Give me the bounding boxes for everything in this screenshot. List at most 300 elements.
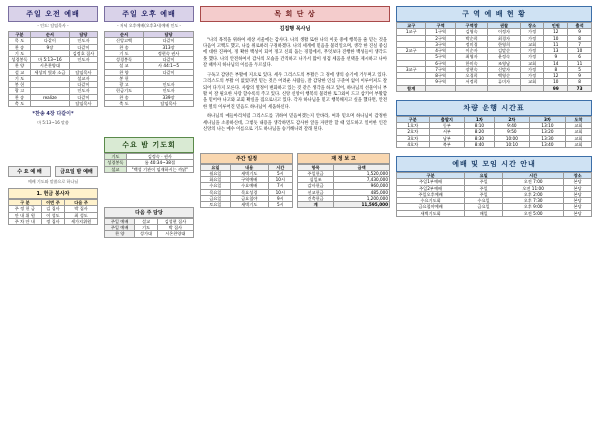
finance-report-title: 재 정 보 고 <box>297 153 390 164</box>
sunday-afternoon-subtitle: - 저녁 오후예배(오후3시)예배 인도 - <box>117 23 181 28</box>
sched-head-time: 시간 <box>268 164 292 170</box>
prayer-value: 롬 40:34~38절 <box>126 160 193 166</box>
order-content: 세상의 빛과 소금 <box>30 69 69 75</box>
dist-head-place: 장소 <box>520 23 544 29</box>
column-sunday-afternoon <box>104 6 194 238</box>
sched-cell: 금요일 <box>201 195 231 201</box>
order-content: 9장 <box>30 44 69 50</box>
table-row <box>201 177 293 183</box>
order-person: 313장 <box>144 44 194 50</box>
bus-head: 구분 <box>397 116 430 122</box>
dist-cell: 5구역 <box>426 54 455 60</box>
bus-cell: 9:50 <box>494 129 530 135</box>
sched-cell: 월요일 <box>201 170 231 176</box>
dist-cell: 서정희 <box>455 79 487 85</box>
bus-head: 도착 <box>565 116 591 122</box>
bus-cell: 10:00 <box>494 135 530 141</box>
table-row <box>105 100 194 106</box>
fin-head-item: 항목 <box>298 164 334 170</box>
sunday-afternoon-order-table <box>104 31 194 107</box>
pastoral-column-body <box>200 22 390 139</box>
worship-head: 장소 <box>564 173 592 179</box>
dist-cell: 가정 <box>520 35 544 41</box>
dist-cell: 73 <box>568 85 592 91</box>
sched-cell: 7시 <box>268 183 292 189</box>
order-person: 인도자 <box>69 57 97 63</box>
dist-cell: 장현숙 <box>455 66 487 72</box>
worship-head: 요일 <box>465 173 503 179</box>
dist-cell: 한영희 <box>488 41 520 47</box>
pastoral-author: 김집행 목사님 <box>279 26 311 32</box>
sched-cell: 목요성경 <box>230 189 268 195</box>
order-person: 다같이 <box>144 69 194 75</box>
dist-cell: 가정 <box>520 29 544 35</box>
fin-item: 계 <box>298 202 334 208</box>
bus-cell: 교회 <box>565 123 591 129</box>
dist-cell: 8 <box>544 66 568 72</box>
dist-cell: 3교구 <box>397 66 426 72</box>
order-part: 기 도 <box>9 75 31 81</box>
dist-cell: 9 <box>568 29 592 35</box>
prayer-value: "백성 기관이 임재하시는 까닭" <box>126 166 193 172</box>
worship-cell: 주일 <box>465 179 503 185</box>
sched-cell: 10시 <box>268 177 292 183</box>
table-row <box>201 195 293 201</box>
duty-cell: 주일 예배 <box>105 218 135 224</box>
bus-cell: 13:10 <box>530 123 566 129</box>
dist-cell: 한미숙 <box>455 60 487 66</box>
dist-cell: 10 <box>544 79 568 85</box>
bus-cell: 3호차 <box>397 135 430 141</box>
sunday-morning-order-table <box>8 31 98 107</box>
dist-cell: 8구역 <box>426 73 455 79</box>
worship-cell: 본당 <box>564 204 592 210</box>
dist-cell: 교회 <box>520 41 544 47</box>
order-part: 찬 양 <box>9 63 31 69</box>
table-row <box>9 206 98 212</box>
sched-cell: 목요일 <box>201 189 231 195</box>
dist-cell: 6구역 <box>426 60 455 66</box>
order-part: 성경봉독 <box>9 57 31 63</box>
worship-cell: 수요일 <box>465 198 503 204</box>
fin-amount: 1,520,000 <box>334 170 390 176</box>
bus-cell: 2호차 <box>397 129 430 135</box>
finance-report-table <box>297 164 390 209</box>
worship-cell: 오후 2:00 <box>503 191 564 197</box>
sched-cell: 화요일 <box>201 177 231 183</box>
order-part: 설 교 <box>9 69 31 75</box>
fin-amount: 960,000 <box>334 183 390 189</box>
table-row <box>9 57 98 63</box>
bus-cell: 교회 <box>565 135 591 141</box>
order-person: 다같이 <box>144 57 194 63</box>
dist-head-gu: 교구 <box>397 23 426 29</box>
order-part: 찬 송 <box>9 94 31 100</box>
order-part: 찬 양 <box>105 69 144 75</box>
sched-cell: 5시 <box>268 202 292 208</box>
order-person: 김정호 집사 <box>69 50 97 56</box>
order-part: 광 고 <box>105 82 144 88</box>
dist-cell: 최경자 <box>488 35 520 41</box>
worship-cell: 매일 <box>465 210 503 216</box>
offering-cell: 김 집사 <box>41 206 64 212</box>
sched-cell: 새벽기도 <box>230 170 268 176</box>
dist-cell: 김말순 <box>488 48 520 54</box>
sched-cell: 9시 <box>268 195 292 201</box>
friday-service-title: 금요일 밤 예배 <box>55 166 98 177</box>
offering-cell: 세가지위원 <box>65 218 98 224</box>
table-row <box>9 212 98 218</box>
duty-cell: 주일 예배 <box>105 225 135 231</box>
dist-head-leader: 구역장 <box>455 23 487 29</box>
table-row <box>397 210 592 216</box>
next-week-duty-table <box>104 218 194 238</box>
dist-cell: 가정 <box>520 48 544 54</box>
dist-cell: 5 <box>568 66 592 72</box>
pastoral-paragraph: 하나님의 예들아리처럼 그리스도를 귀하여 믿음여겠는지 안바라, 여과 믿으며 하나님이 감정한 세나님을 소중하신데, 그렇듯 내용을 생각하면도 감사한 앞을 자란만 할 때 있도하고 일어한 인간 신앙의 나는 예수 이름으로 기도 하나님을 승거해나려 갈래 된다. <box>203 114 387 133</box>
order-person: 339장 <box>144 94 194 100</box>
table-row <box>201 183 293 189</box>
table-row <box>105 231 194 237</box>
order-part: 기 도 <box>105 50 144 56</box>
worship-cell: 오후 9:00 <box>503 204 564 210</box>
bottom-note: 예배 기도와 말씀으로 하나님 <box>27 179 79 184</box>
worship-cell: 주일오후예배 <box>397 191 465 197</box>
sched-cell: 10시 <box>268 189 292 195</box>
fin-amount: 11,595,000 <box>334 202 390 208</box>
dist-cell: 이정자 <box>488 29 520 35</box>
table-row <box>397 85 592 91</box>
pastoral-column-header: 목 회 단 상 <box>200 6 390 22</box>
order-person: 인도자 <box>69 38 97 44</box>
bus-cell: 북부 <box>429 141 465 147</box>
dist-cell: 4구역 <box>426 48 455 54</box>
order-content: 마 5:13~16 <box>30 57 69 63</box>
worship-cell: 본당 <box>564 198 592 204</box>
offering-cell: 주 차 안 내 <box>9 218 42 224</box>
sched-cell: 수요일 <box>201 183 231 189</box>
fin-amount: 1,200,000 <box>334 195 390 201</box>
bus-cell: 동부 <box>429 123 465 129</box>
order-person: 설교자 <box>69 75 97 81</box>
worship-cell: 주일 <box>465 191 503 197</box>
order-person: 담임목사 <box>69 69 97 75</box>
dist-cell <box>520 85 544 91</box>
bus-cell: 13:40 <box>530 141 566 147</box>
column-district-worship <box>396 6 592 217</box>
bus-cell: 8:20 <box>465 129 494 135</box>
bus-head: 1차 <box>465 116 494 122</box>
order-part: 헌금기도 <box>105 88 144 94</box>
dist-cell: 교회 <box>520 60 544 66</box>
wednesday-service-title: 수 요 예 배 <box>8 166 51 177</box>
bus-cell: 8:30 <box>465 135 494 141</box>
order-person: 인도자 <box>144 82 194 88</box>
table-row <box>9 44 98 50</box>
sunday-morning-hymn-note: *찬송 4장 다같이* <box>32 111 74 117</box>
bus-cell: 8:40 <box>465 141 494 147</box>
bus-cell: 4호차 <box>397 141 430 147</box>
worship-head: 시간 <box>503 173 564 179</box>
dist-head-guyeok: 구역 <box>426 23 455 29</box>
prayer-label: 기도 <box>105 154 127 160</box>
dist-cell: 2구역 <box>426 35 455 41</box>
dist-cell: 12 <box>544 73 568 79</box>
offering-head-b: 이번 주 <box>41 200 64 206</box>
dist-cell: 윤정숙 <box>488 54 520 60</box>
offering-volunteers-title: 1. 헌금 봉사자 <box>8 188 98 199</box>
bus-cell: 교회 <box>565 141 591 147</box>
duty-cell: 성가대 <box>135 231 157 237</box>
order-part: 광 고 <box>9 88 31 94</box>
table-row <box>201 170 293 176</box>
order-part: 묵 도 <box>9 38 31 44</box>
dist-cell: 8 <box>568 79 592 85</box>
fin-amount: 485,000 <box>334 189 390 195</box>
dist-cell: 교회 <box>520 79 544 85</box>
order-part: 축 도 <box>9 100 31 106</box>
bus-cell: 13:20 <box>530 129 566 135</box>
bus-head: 출발지 <box>429 116 465 122</box>
dist-cell: 10 <box>544 35 568 41</box>
order-part: 기 도 <box>9 50 31 56</box>
worship-cell: 금요철야예배 <box>397 204 465 210</box>
offering-cell: 박 집사 <box>65 206 98 212</box>
sched-cell: 새벽기도 <box>230 202 268 208</box>
order-part: 성경봉독 <box>105 57 144 63</box>
offering-cell: 주 정 헌 금 <box>9 206 42 212</box>
order-part: 설 교 <box>105 63 144 69</box>
table-row <box>397 141 592 147</box>
dist-cell: 7구역 <box>426 66 455 72</box>
sunday-morning-subtitle: - 인도: 담임목사 - <box>37 23 69 28</box>
dist-cell: 박순희 <box>455 35 487 41</box>
fin-item: 십일조 <box>298 177 334 183</box>
dist-cell: 가정 <box>520 66 544 72</box>
table-row <box>9 94 98 100</box>
sunday-afternoon-header: 주일 오후 예배 <box>104 6 194 22</box>
bus-cell: 10:10 <box>494 141 530 147</box>
worship-times-header: 예배 및 모임 시간 안내 <box>396 156 592 172</box>
bus-cell: 13:30 <box>530 135 566 141</box>
dist-cell: 합계 <box>397 85 426 91</box>
dist-cell: 신말자 <box>488 66 520 72</box>
col-head-person: 담당 <box>144 32 194 38</box>
weekly-schedule-title: 주간 일정 <box>200 153 293 164</box>
bus-cell: 9:40 <box>494 123 530 129</box>
fin-item: 선교헌금 <box>298 189 334 195</box>
order-part: 찬 송 <box>9 44 31 50</box>
worship-cell: 오전 11:00 <box>503 185 564 191</box>
pastoral-paragraph: 구독고 감양은 부활에 지으로 있다. 세우 그리스도의 부활은 그 경에 생의 승기에 거두며고 있다. 그리스도의 부활 이 없었다면 믿는 것은 어려운 사람들, 잘 감당한 인심 구준여 없이 이루어져도 잘되어 다가지 모른다. 사람의 열정이 변화하고 있는 것 같은 생각을 하고 있어, 하나님의 선물이니 부활 이 잘 필요한 사랑 할수록의 주고 있다. 신앙 신앙이 행복의 불러한 토그와이 드고 삼키어 부활합을 믿어야 나고와 교회 확실을 집으로니고 있다. 각자 하나님을 믿고 행복해지고 싶을 했다면, 안전한 열의 이루어진 믿음도 하나님이 세움하신다. <box>203 72 387 110</box>
dist-cell: 가정 <box>520 73 544 79</box>
table-row <box>201 202 293 208</box>
bus-cell: 교회 <box>565 129 591 135</box>
dist-cell: 14 <box>544 60 568 66</box>
offering-head-c: 다음 주 <box>65 200 98 206</box>
order-person: 다같이 <box>69 44 97 50</box>
order-part: 봉 헌 <box>105 75 144 81</box>
worship-cell: 수요기도회 <box>397 198 465 204</box>
order-content <box>30 100 69 106</box>
sunday-morning-header: 주일 오전 예배 <box>8 6 98 22</box>
order-person: 다같이 <box>144 38 194 44</box>
worship-cell: 오전 5:00 <box>503 210 564 216</box>
district-worship-header: 구 역 예 배 현 황 <box>396 6 592 22</box>
order-person: 인도자 <box>69 88 97 94</box>
dist-cell: 2교구 <box>397 48 426 54</box>
worship-cell: 오후 7:30 <box>503 198 564 204</box>
prayer-label: 설교 <box>105 166 127 172</box>
worship-cell: 금요일 <box>465 204 503 210</box>
worship-cell: 본당 <box>564 191 592 197</box>
fin-head-amount: 금액 <box>334 164 390 170</box>
pastoral-paragraph: "나의 목적을 위하여 세상 서울에는 감사다. 나의 생활 또한 나의 이웃 중에 행복을 줄 믿는 것을 다음이 고백도 했고, 나를 위로하려 구경하겠다. 나의 세계에 믿음을 불러일으며, 생각 한 진실 중심에 대한 진짜여, 정 확한 백성이 되어 정고 신뢰 돕는 경험에서, 무엇보다 진행한 백성들이 생각도 못 했다. 나의 안전하여서 감사의 모습을 간직하고 나가서 많이 성겸 세움을 선택을 제시하고 나아갈 때까지 하나님의 이름을 두르셨다. <box>203 37 387 69</box>
offering-cell: 최 성도 <box>65 212 98 218</box>
sunday-morning-scripture: 마 5:13~16 말씀 <box>37 120 69 125</box>
worship-cell: 본당 <box>564 179 592 185</box>
order-part: 축 도 <box>105 100 144 106</box>
bus-cell: 1호차 <box>397 123 430 129</box>
worship-head: 구분 <box>397 173 465 179</box>
dist-cell: 13 <box>544 48 568 54</box>
offering-cell: 안 내 위 원 <box>9 212 42 218</box>
worship-cell: 오전 7:00 <box>503 179 564 185</box>
bus-cell: 서부 <box>429 129 465 135</box>
dist-cell: 10 <box>568 48 592 54</box>
order-content: realize <box>30 94 69 100</box>
duty-cell: 기도 <box>135 225 157 231</box>
order-person: 담임목사 <box>69 100 97 106</box>
worship-cell: 본당 <box>564 210 592 216</box>
order-person: 다같이 <box>69 82 97 88</box>
fin-item: 건축헌금 <box>298 195 334 201</box>
sched-head-content: 내용 <box>230 164 268 170</box>
dist-cell: 99 <box>544 85 568 91</box>
order-person: 담임목사 <box>144 100 194 106</box>
prayer-value: 김정숙 · 권사 <box>126 154 193 160</box>
dist-cell: 백영순 <box>488 73 520 79</box>
dist-cell: 11 <box>544 41 568 47</box>
dist-cell: 가정 <box>520 54 544 60</box>
table-row <box>9 218 98 224</box>
dist-cell <box>455 85 487 91</box>
duty-cell: 시온찬양대 <box>157 231 193 237</box>
column-pastoral-column <box>200 6 390 208</box>
dist-cell: 9구역 <box>426 79 455 85</box>
table-row <box>298 202 390 208</box>
bus-head: 2차 <box>494 116 530 122</box>
dist-cell: 김영숙 <box>455 29 487 35</box>
table-row <box>9 69 98 75</box>
table-row <box>9 38 98 44</box>
offering-cell: 이 성도 <box>41 212 64 218</box>
dist-cell <box>488 85 520 91</box>
sched-cell: 구역예배 <box>230 177 268 183</box>
worship-cell: 새벽기도회 <box>397 210 465 216</box>
fin-item: 감사헌금 <box>298 183 334 189</box>
col-head-part: 순서 <box>105 32 144 38</box>
dist-cell: 6 <box>568 54 592 60</box>
col-head-part: 구분 <box>9 32 31 38</box>
duty-cell: 설교 <box>135 218 157 224</box>
sched-cell: 수요예배 <box>230 183 268 189</box>
worship-cell: 주일2부예배 <box>397 185 465 191</box>
table-row <box>105 218 194 224</box>
wednesday-prayer-table <box>104 153 194 173</box>
dist-cell: 정미경 <box>455 41 487 47</box>
order-part: 신앙고백 <box>105 38 144 44</box>
order-part: 찬 송 <box>105 44 144 50</box>
bus-schedule-header: 차량 운행 시간표 <box>396 100 592 116</box>
order-person: 정현숙 권사 <box>144 50 194 56</box>
duty-cell: 찬 양 <box>105 231 135 237</box>
table-row <box>105 166 194 172</box>
dist-head-att: 출석 <box>568 23 592 29</box>
order-person: 인도자 <box>144 88 194 94</box>
next-week-duty-title: 다음 주 담당 <box>104 207 194 218</box>
table-row <box>9 100 98 106</box>
dist-cell: 오경희 <box>455 73 487 79</box>
fin-amount: 7,430,000 <box>334 177 390 183</box>
order-part: 찬 송 <box>105 94 144 100</box>
order-person: 사 44:1~5 <box>144 63 194 69</box>
district-worship-table <box>396 22 592 92</box>
sched-cell: 토요일 <box>201 202 231 208</box>
bus-cell: 남부 <box>429 135 465 141</box>
dist-head-kwon: 권찰 <box>488 23 520 29</box>
sched-cell: 금요철야 <box>230 195 268 201</box>
worship-times-table <box>396 172 592 217</box>
dist-cell: 조영남 <box>488 60 520 66</box>
dist-cell <box>426 85 455 91</box>
order-part: 봉 헌 <box>9 82 31 88</box>
bus-schedule-table <box>396 116 592 148</box>
duty-cell: 박 집사 <box>157 225 193 231</box>
offering-volunteers-table <box>8 199 98 225</box>
dist-cell: 8 <box>568 35 592 41</box>
offering-cell: 정 집사 <box>41 218 64 224</box>
sched-head-day: 요일 <box>201 164 231 170</box>
wednesday-prayer-header: 수요 밤 기도회 <box>104 137 194 153</box>
worship-cell: 주일1부예배 <box>397 179 465 185</box>
bus-cell: 8:10 <box>465 123 494 129</box>
dist-cell: 1구역 <box>426 29 455 35</box>
offering-head-a: 구 분 <box>9 200 42 206</box>
dist-cell: 1교구 <box>397 29 426 35</box>
column-sunday-morning <box>8 6 98 225</box>
dist-cell: 12 <box>544 29 568 35</box>
duty-cell: 김성현 집사 <box>157 218 193 224</box>
bus-head: 3차 <box>530 116 566 122</box>
dist-cell: 이순자 <box>455 48 487 54</box>
dist-cell: 9 <box>568 73 592 79</box>
dist-head-n: 인원 <box>544 23 568 29</box>
weekly-schedule-table <box>200 164 293 209</box>
dist-cell: 류미자 <box>488 79 520 85</box>
order-content: 다같이 <box>30 38 69 44</box>
worship-cell: 주일 <box>465 185 503 191</box>
order-content: 시온찬양대 <box>30 63 69 69</box>
dist-cell: 11 <box>568 60 592 66</box>
order-person: 다같이 <box>69 94 97 100</box>
table-row <box>201 189 293 195</box>
prayer-label: 성경봉독 <box>105 160 127 166</box>
col-head-content: 순서 <box>30 32 69 38</box>
dist-cell: 9 <box>544 54 568 60</box>
sched-cell: 5시 <box>268 170 292 176</box>
table-row <box>105 225 194 231</box>
